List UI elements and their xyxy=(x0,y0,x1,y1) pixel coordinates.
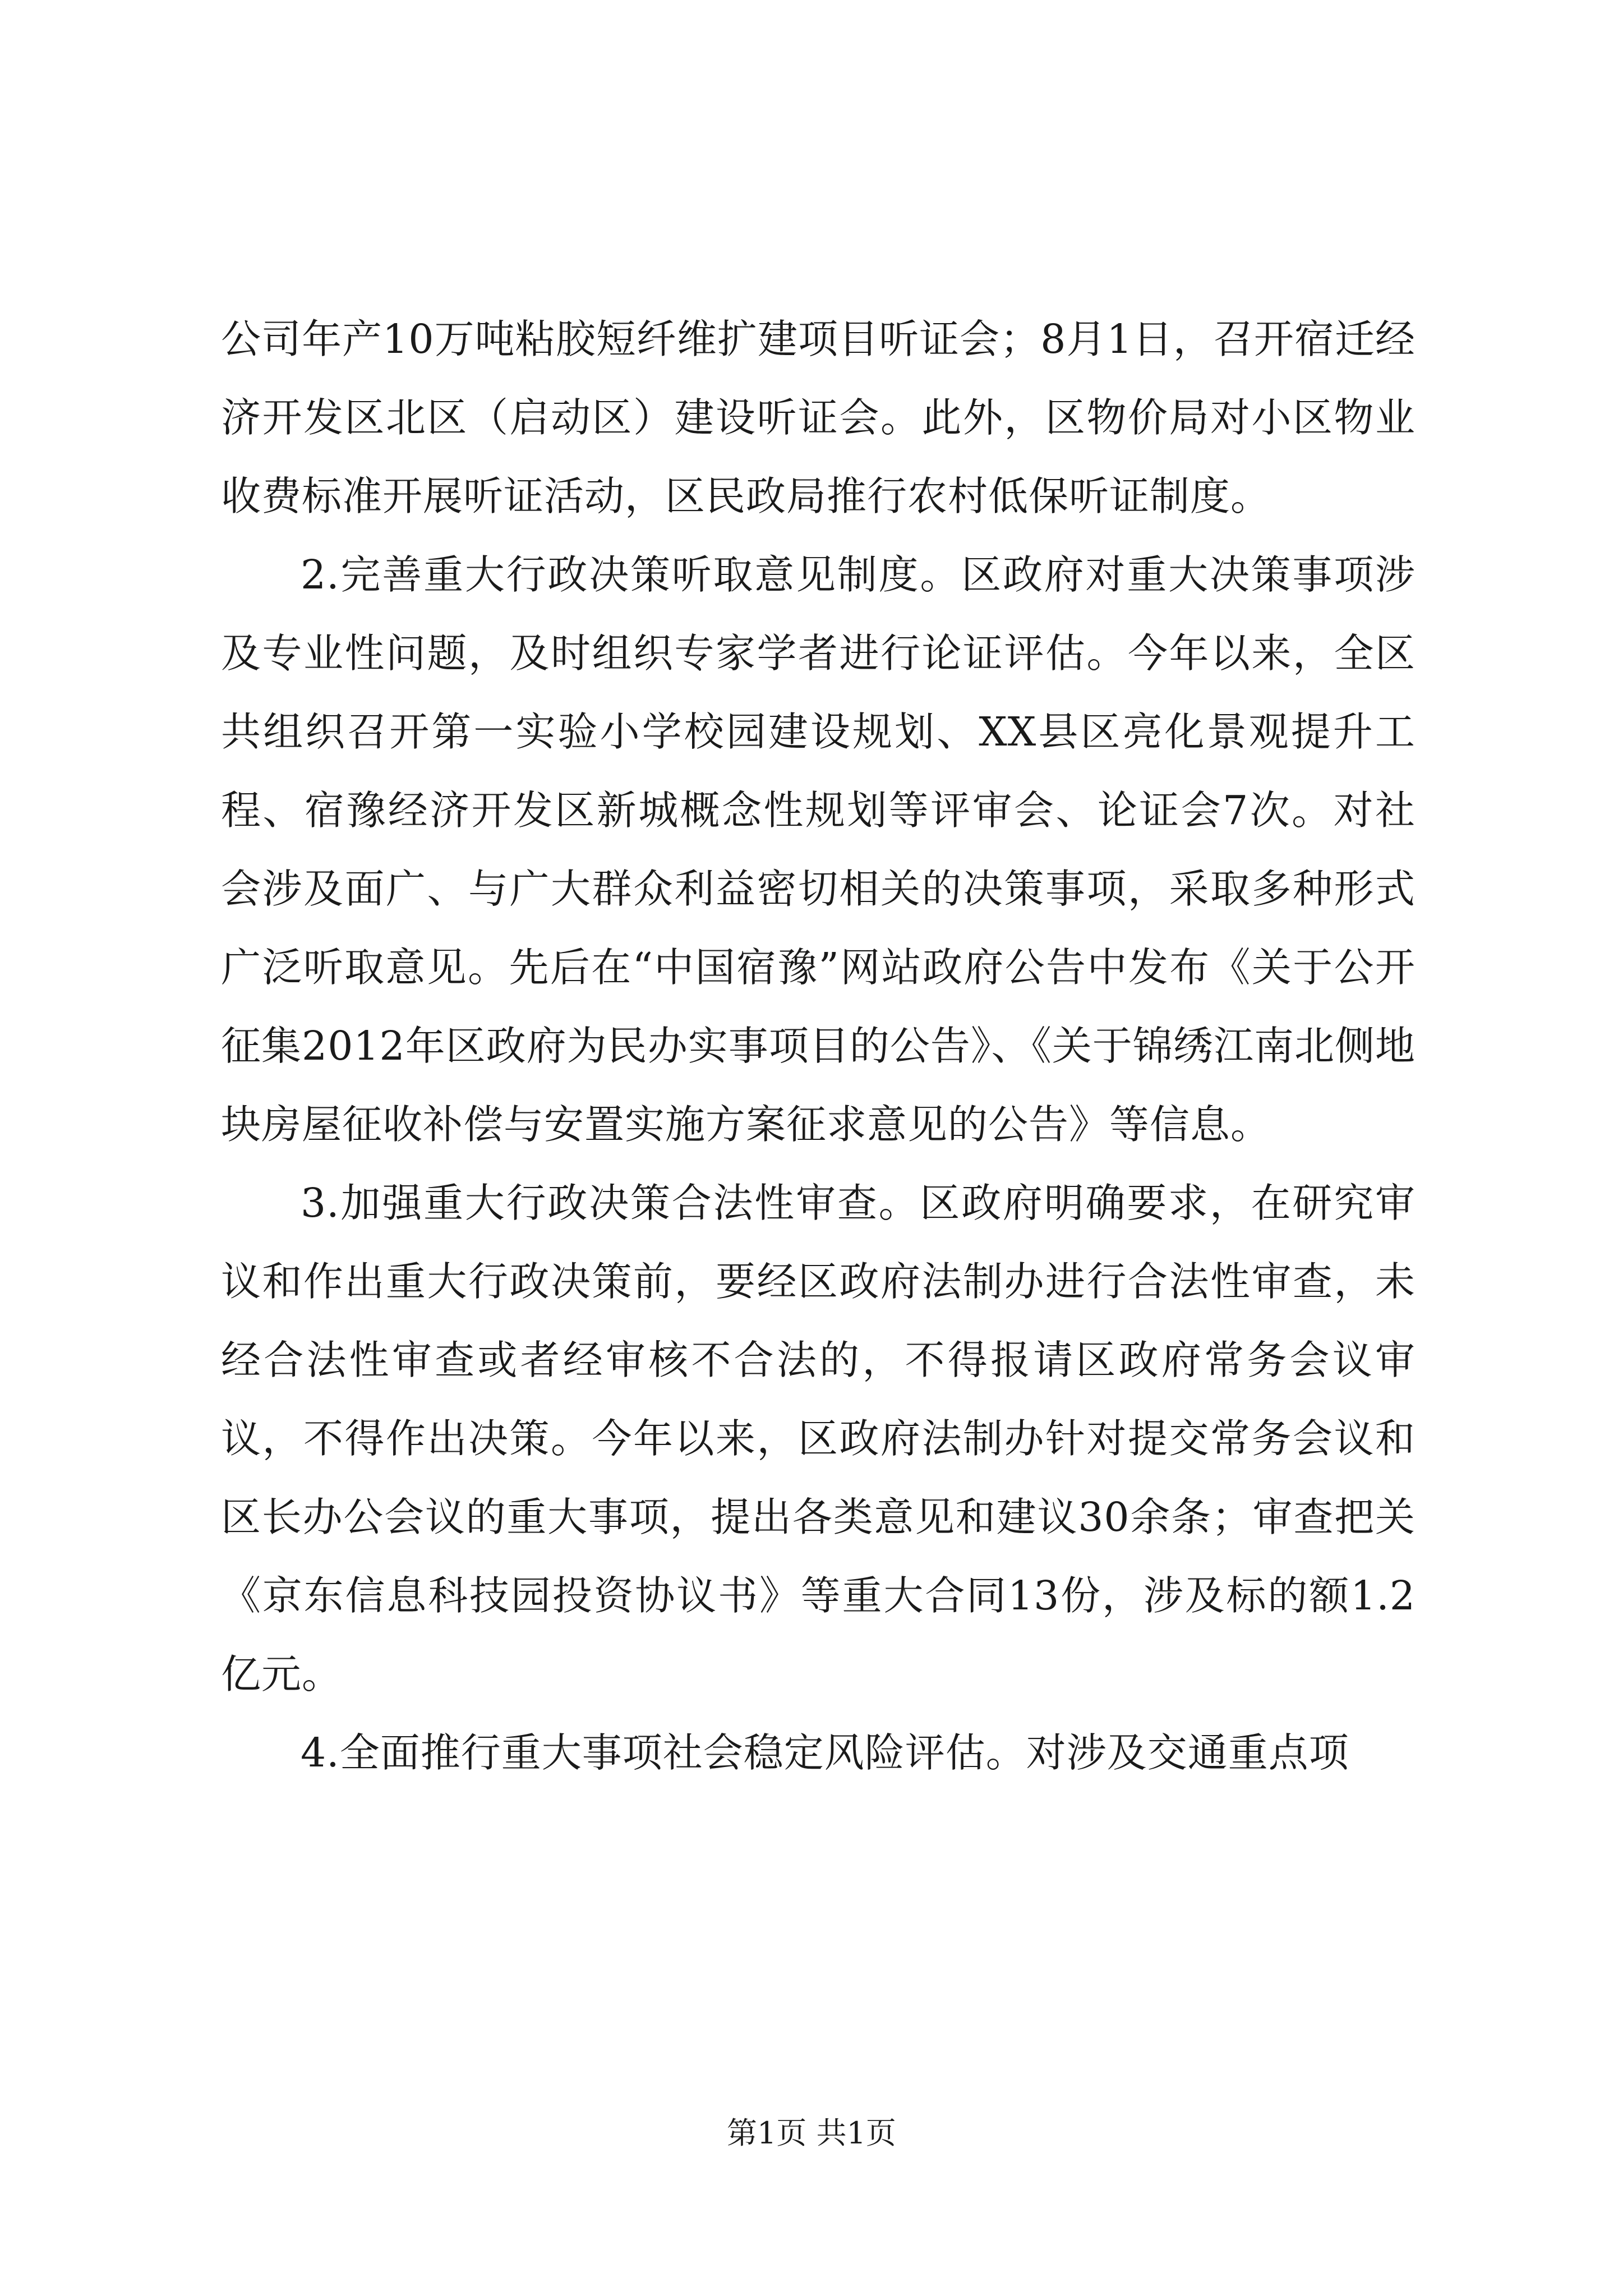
paragraph-1: 公司年产10万吨粘胶短纤维扩建项目听证会；8月1日，召开宿迁经济开发区北区（启动区）建设听证会。此外，区物价局对小区物业收费标准开展听证活动，区民政局推行农村低保听证制度。 xyxy=(221,316,1415,519)
paragraph-2: 2.完善重大行政决策听取意见制度。区政府对重大决策事项涉及专业性问题，及时组织专家学者进行论证评估。今年以来，全区共组织召开第一实验小学校园建设规划、XX县区亮化景观提升工程、宿豫经济开发区新城概念性规划等评审会、论证会7次。对社会涉及面广、与广大群众利益密切相关的决策事项，采取多种形式广泛听取意见。先后在“中国宿豫”网站政府公告中发布《关于公开征集2012年区政府为民办实事项目的公告》、《关于锦绣江南北侧地块房屋征收补偿与安置实施方案征求意见的公告》等信息。 xyxy=(221,551,1415,1148)
paragraph-3: 3.加强重大行政决策合法性审查。区政府明确要求，在研究审议和作出重大行政决策前，要经区政府法制办进行合法性审查，未经合法性审查或者经审核不合法的，不得报请区政府常务会议审议，不得作出决策。今年以来，区政府法制办针对提交常务会议和区长办公会议的重大事项，提出各类意见和建议30余条；审查把关《京东信息科技园投资协议书》等重大合同13份，涉及标的额1.2亿元。 xyxy=(221,1180,1415,1697)
paragraph-4: 4.全面推行重大事项社会稳定风险评估。对涉及交通重点项 xyxy=(301,1729,1349,1776)
page-footer: 第1页 共1页 xyxy=(727,2115,896,2151)
body-text xyxy=(221,300,1415,1792)
